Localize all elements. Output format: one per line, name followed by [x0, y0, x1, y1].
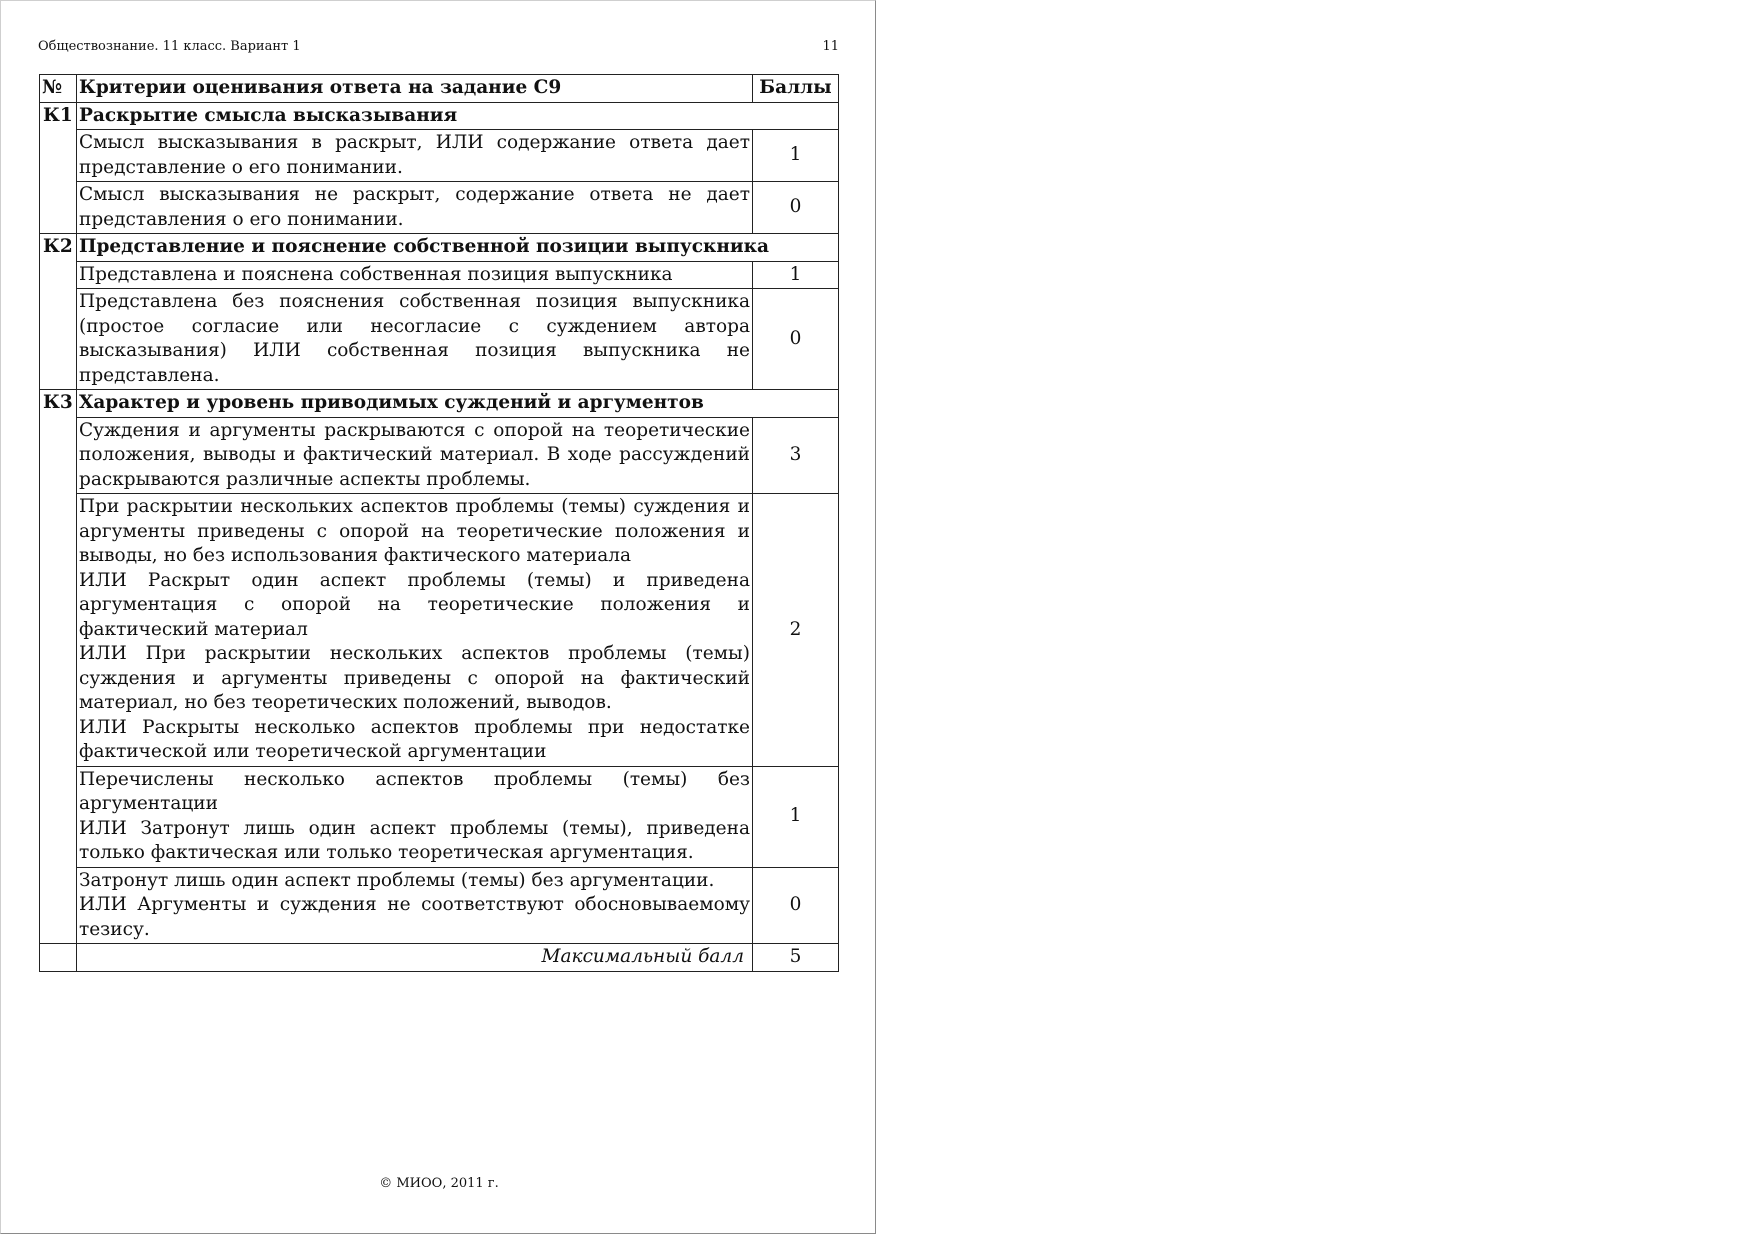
criterion-row-k3 — [40, 390, 839, 418]
criterion-description: Представлена и пояснена собственная позиция выпускника — [77, 261, 753, 289]
column-header-points: Баллы — [753, 75, 839, 103]
description-paragraph: ИЛИ При раскрытии нескольких аспектов проблемы (темы) суждения и аргументы приведены с опорой на фактический материал, но без теоретических положений, выводов. — [79, 643, 750, 713]
criterion-description — [77, 766, 753, 867]
points-cell: 0 — [753, 289, 839, 390]
table-row — [40, 289, 839, 390]
criterion-row-k2 — [40, 234, 839, 262]
max-score-value: 5 — [753, 944, 839, 972]
criteria-table — [39, 74, 839, 972]
table-row — [40, 130, 839, 182]
max-score-row — [40, 944, 839, 972]
table-row — [40, 766, 839, 867]
criterion-description: Представлена без пояснения собственная позиция выпускника (простое согласие или несогласие с суждением автора высказывания) ИЛИ собственная позиция выпускника не представлена. — [77, 289, 753, 390]
criterion-description — [77, 494, 753, 767]
points-cell: 2 — [753, 494, 839, 767]
criterion-description: Смысл высказывания не раскрыт, содержание ответа не дает представления о его понимании. — [77, 182, 753, 234]
page-number: 11 — [822, 39, 839, 54]
table-row — [40, 867, 839, 944]
criterion-description: Суждения и аргументы раскрываются с опорой на теоретические положения, выводы и фактический материал. В ходе рассуждений раскрываются различные аспекты проблемы. — [77, 417, 753, 494]
empty-cell — [40, 944, 77, 972]
criterion-code-k2: К2 — [40, 234, 77, 390]
page-header-title: Обществознание. 11 класс. Вариант 1 — [38, 39, 301, 54]
max-score-label: Максимальный балл — [77, 944, 753, 972]
criterion-description — [77, 867, 753, 944]
criterion-description: Смысл высказывания в раскрыт, ИЛИ содержание ответа дает представление о его понимании. — [77, 130, 753, 182]
criterion-title-k1: Раскрытие смысла высказывания — [77, 102, 839, 130]
criterion-title-k3: Характер и уровень приводимых суждений и аргументов — [77, 390, 839, 418]
description-paragraph: Затронут лишь один аспект проблемы (темы) без аргументации. — [79, 869, 715, 891]
table-row — [40, 494, 839, 767]
points-cell: 1 — [753, 130, 839, 182]
criterion-code-k3: К3 — [40, 390, 77, 944]
description-paragraph: Перечислены несколько аспектов проблемы (темы) без аргументации — [79, 768, 750, 814]
table-row — [40, 417, 839, 494]
points-cell: 1 — [753, 261, 839, 289]
points-cell: 0 — [753, 867, 839, 944]
description-paragraph: ИЛИ Раскрыт один аспект проблемы (темы) и приведена аргументация с опорой на теоретические положения и фактический материал — [79, 569, 750, 640]
points-cell: 3 — [753, 417, 839, 494]
document-page — [0, 0, 876, 1234]
description-paragraph: ИЛИ Раскрыты несколько аспектов проблемы при недостатке фактической или теоретической аргументации — [79, 716, 750, 762]
criterion-code-k1: К1 — [40, 102, 77, 234]
points-cell: 1 — [753, 766, 839, 867]
table-row — [40, 261, 839, 289]
points-cell: 0 — [753, 182, 839, 234]
description-paragraph: При раскрытии нескольких аспектов проблемы (темы) суждения и аргументы приведены с опорой на теоретические положения и выводы, но без использования фактического материала — [79, 496, 750, 566]
column-header-criteria: Критерии оценивания ответа на задание С9 — [77, 75, 753, 103]
table-header-row — [40, 75, 839, 103]
criterion-row-k1 — [40, 102, 839, 130]
page-footer-copyright: © МИОО, 2011 г. — [379, 1176, 499, 1191]
table-row — [40, 182, 839, 234]
column-header-number: № — [40, 75, 77, 103]
criterion-title-k2: Представление и пояснение собственной позиции выпускника — [77, 234, 839, 262]
description-paragraph: ИЛИ Аргументы и суждения не соответствуют обосновываемому тезису. — [79, 894, 750, 940]
description-paragraph: ИЛИ Затронут лишь один аспект проблемы (темы), приведена только фактическая или только теоретическая аргументация. — [79, 817, 750, 863]
